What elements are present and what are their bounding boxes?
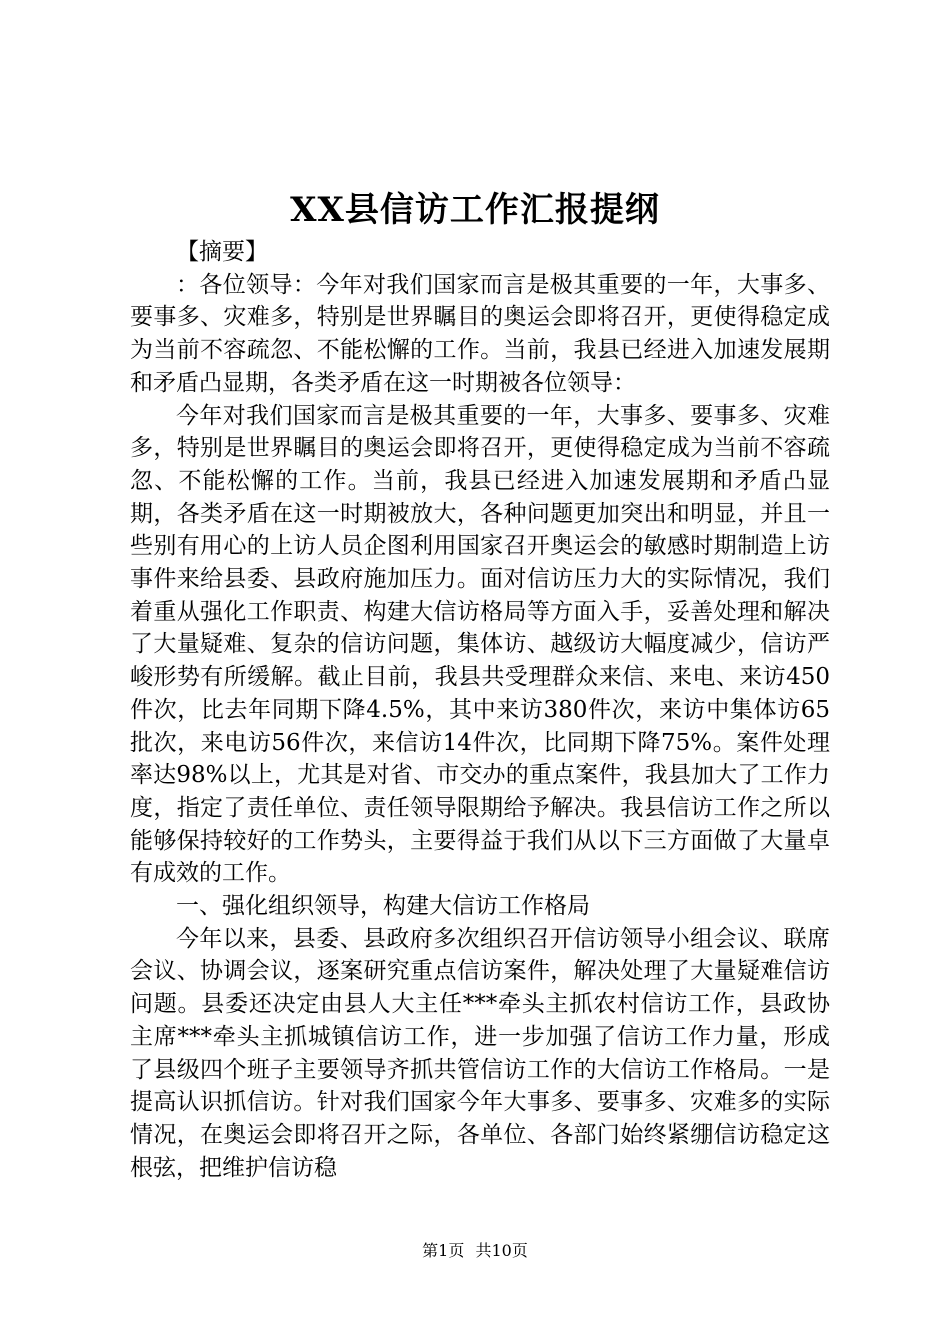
document-body — [130, 236, 830, 1184]
paragraph-section-1: 今年以来，县委、县政府多次组织召开信访领导小组会议、联席会议、协调会议，逐案研究重点信访案件，解决处理了大量疑难信访问题。县委还决定由县人大主任***牵头主抓农村信访工作，县政协主席***牵头主抓城镇信访工作，进一步加强了信访工作力量，形成了县级四个班子主要领导齐抓共管信访工作的大信访工作格局。一是提高认识抓信访。针对我们国家今年大事多、要事多、灾难多的实际情况，在奥运会即将召开之际，各单位、各部门始终紧绷信访稳定这根弦，把维护信访稳 — [130, 925, 830, 1181]
page-total: 共10页 — [475, 1241, 528, 1260]
paragraph-intro: ：各位领导：今年对我们国家而言是极其重要的一年，大事多、要事多、灾难多，特别是世界瞩目的奥运会即将召开，更使得稳定成为当前不容疏忽、不能松懈的工作。当前，我县已经进入加速发展期和矛盾凸显期，各类矛盾在这一时期被各位领导： — [130, 271, 830, 396]
document-title: XX县信访工作汇报提纲 — [290, 190, 660, 230]
summary-label: 【摘要】 — [176, 239, 268, 265]
section-heading-1: 一、强化组织领导，构建大信访工作格局 — [176, 893, 590, 920]
page-number: 第1页 — [422, 1241, 465, 1260]
page-footer — [0, 1240, 950, 1262]
paragraph-main: 今年对我们国家而言是极其重要的一年，大事多、要事多、灾难多，特别是世界瞩目的奥运会即将召开，更使得稳定成为当前不容疏忽、不能松懈的工作。当前，我县已经进入加速发展期和矛盾凸显期，各类矛盾在这一时期被放大，各种问题更加突出和明显，并且一些别有用心的上访人员企图利用国家召开奥运会的敏感时期制造上访事件来给县委、县政府施加压力。面对信访压力大的实际情况，我们着重从强化工作职责、构建大信访格局等方面入手，妥善处理和解决了大量疑难、复杂的信访问题，集体访、越级访大幅度减少，信访严峻形势有所缓解。截止目前，我县共受理群众来信、来电、来访450件次，比去年同期下降4.5%，其中来访380件次，来访中集体访65批次，来电访56件次，来信访14件次，比同期下降75%。案件处理率达98%以上，尤其是对省、市交办的重点案件，我县加大了工作力度，指定了责任单位、责任领导限期给予解决。我县信访工作之所以能够保持较好的工作势头，主要得益于我们从以下三方面做了大量卓有成效的工作。 — [130, 402, 830, 887]
